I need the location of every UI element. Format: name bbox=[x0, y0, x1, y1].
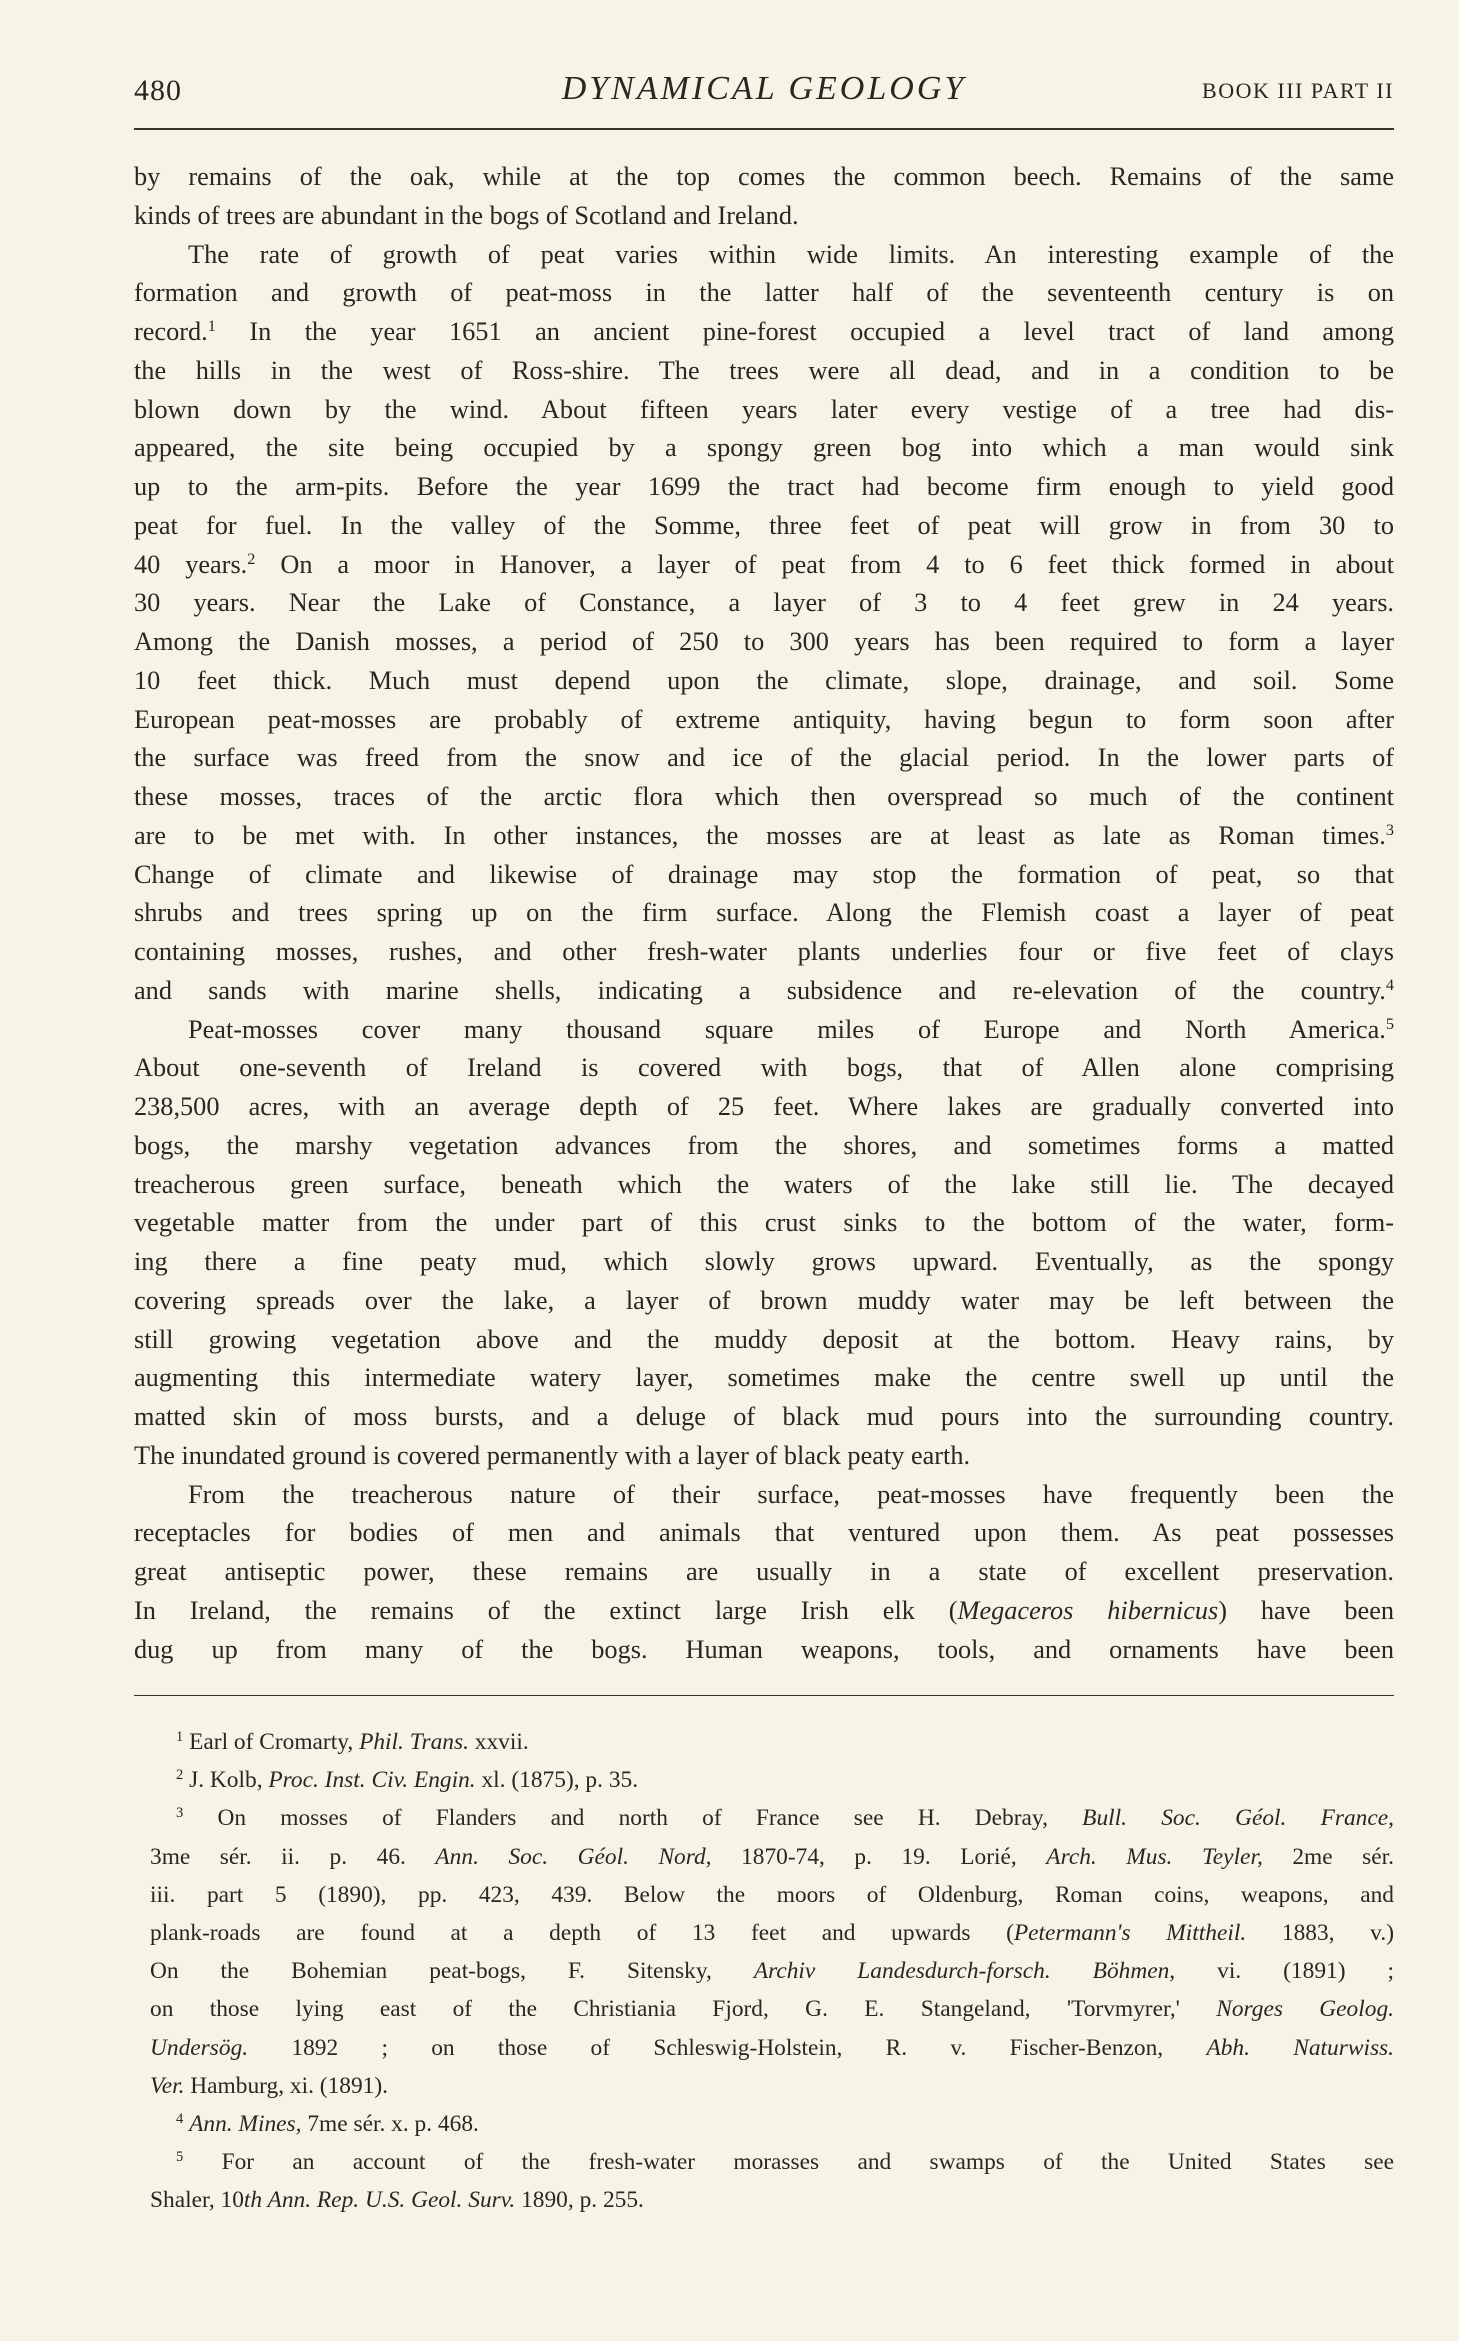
text-line: peat for fuel. In the valley of the Somme, three feet of peat will grow in from 30 to bbox=[134, 510, 1394, 540]
species-name: Megaceros hibernicus bbox=[957, 1595, 1219, 1625]
footnote-5-cont: Shaler, 10th Ann. Rep. U.S. Geol. Surv. 1890, p. 255. bbox=[150, 2187, 644, 2214]
text-line: treacherous green surface, beneath which the waters of the lake still lie. The decayed bbox=[134, 1169, 1394, 1199]
text-line: Change of climate and likewise of drainage may stop the formation of peat, so that bbox=[134, 859, 1394, 889]
text-line: matted skin of moss bursts, and a deluge of black mud pours into the surrounding country. bbox=[134, 1402, 1394, 1431]
footnote-marker: 5 bbox=[1385, 1013, 1394, 1033]
footnote-3-cont: Ver. Hamburg, xi. (1891). bbox=[150, 2072, 388, 2099]
footnote-3-cont: 3me sér. ii. p. 46. Ann. Soc. Géol. Nord, 1870-74, p. 19. Lorié, Arch. Mus. Teyler, 2me sér. bbox=[150, 1843, 1394, 1870]
text-line: shrubs and trees spring up on the firm surface. Along the Flemish coast a layer of peat bbox=[134, 898, 1394, 928]
text-line: are to be met with. In other instances, the mosses are at least as late as Roman times.$^3$ bbox=[134, 819, 1394, 850]
text-line: by remains of the oak, while at the top comes the common beech. Remains of the same bbox=[134, 162, 1394, 191]
text-line: record.$^1$ In the year 1651 an ancient pine-forest occupied a level tract of land among bbox=[134, 316, 1394, 346]
text-line: and sands with marine shells, indicating a subsidence and re-elevation of the country.$^4$ bbox=[134, 974, 1394, 1005]
page-number: 480 bbox=[134, 74, 182, 107]
footnote-rule bbox=[134, 1695, 1394, 1696]
text-line: dug up from many of the bogs. Human weapons, tools, and ornaments have been bbox=[134, 1634, 1394, 1664]
text-line: About one-seventh of Ireland is covered with bogs, that of Allen alone comprising bbox=[134, 1053, 1394, 1083]
text-line: 30 years. Near the Lake of Constance, a layer of 3 to 4 feet grew in 24 years. bbox=[134, 588, 1394, 618]
footnote-marker: 4 bbox=[1385, 974, 1394, 994]
footnotes bbox=[150, 1723, 1394, 2219]
footnote-3-cont: iii. part 5 (1890), pp. 423, 439. Below the moors of Oldenburg, Roman coins, weapons, and bbox=[150, 1881, 1394, 1908]
main-text bbox=[134, 158, 1394, 1669]
text-line: The inundated ground is covered permanently with a layer of black peaty earth. bbox=[134, 1440, 971, 1470]
text-line: vegetable matter from the under part of this crust sinks to the bottom of the water, form- bbox=[134, 1208, 1394, 1238]
text-line: Among the Danish mosses, a period of 250 to 300 years has been required to form a layer bbox=[134, 627, 1394, 656]
running-title: DYNAMICAL GEOLOGY bbox=[561, 70, 967, 107]
footnote-3-cont: On the Bohemian peat-bogs, F. Sitensky, Archiv Landesdurch-forsch. Böhmen, vi. (1891) ; bbox=[150, 1958, 1394, 1985]
text-line: appeared, the site being occupied by a spongy green bog into which a man would sink bbox=[134, 433, 1394, 463]
text-line: covering spreads over the lake, a layer of brown muddy water may be left between the bbox=[134, 1285, 1394, 1315]
text-line: blown down by the wind. About fifteen years later every vestige of a tree had dis- bbox=[134, 394, 1394, 424]
text-line: In Ireland, the remains of the extinct large Irish elk (Megaceros hibernicus) have been bbox=[134, 1595, 1395, 1625]
text-line: great antiseptic power, these remains are usually in a state of excellent preservation. bbox=[134, 1557, 1394, 1586]
footnote-4: $^4$ Ann. Mines, 7me sér. x. p. 468. bbox=[176, 2110, 479, 2137]
text-line: still growing vegetation above and the muddy deposit at the bottom. Heavy rains, by bbox=[134, 1324, 1394, 1354]
text-line: ing there a fine peaty mud, which slowly grows upward. Eventually, as the spongy bbox=[134, 1247, 1394, 1276]
footnote-1: $^1$ Earl of Cromarty, Phil. Trans. xxvii. bbox=[176, 1729, 529, 1755]
text-line: containing mosses, rushes, and other fresh-water plants underlies four or five feet of clays bbox=[134, 937, 1394, 966]
text-line: the surface was freed from the snow and ice of the glacial period. In the lower parts of bbox=[134, 743, 1394, 773]
header-rule bbox=[134, 128, 1394, 130]
text-line: Peat-mosses cover many thousand square miles of Europe and North America.$^5$ bbox=[188, 1013, 1394, 1044]
footnote-marker: 2 bbox=[247, 548, 256, 568]
book-part-label: BOOK III PART II bbox=[1202, 78, 1394, 103]
text-line: kinds of trees are abundant in the bogs of Scotland and Ireland. bbox=[134, 200, 799, 230]
footnote-3: $^3$ On mosses of Flanders and north of France see H. Debray, Bull. Soc. Géol. France, bbox=[176, 1805, 1394, 1832]
footnote-2: $^2$ J. Kolb, Proc. Inst. Civ. Engin. xl. (1875), p. 35. bbox=[176, 1767, 639, 1794]
text-line: these mosses, traces of the arctic flora which then overspread so much of the continent bbox=[134, 782, 1394, 811]
running-header bbox=[134, 66, 1394, 116]
footnote-marker: 1 bbox=[207, 316, 216, 336]
text-line: The rate of growth of peat varies within wide limits. An interesting example of the bbox=[188, 239, 1394, 269]
text-line: the hills in the west of Ross-shire. The trees were all dead, and in a condition to be bbox=[134, 355, 1394, 385]
text-line: 40 years.$^2$ On a moor in Hanover, a layer of peat from 4 to 6 feet thick formed in about bbox=[134, 548, 1395, 579]
text-line: 238,500 acres, with an average depth of 25 feet. Where lakes are gradually converted into bbox=[134, 1092, 1394, 1121]
footnote-3-cont: on those lying east of the Christiania Fjord, G. E. Stangeland, 'Torvmyrer,' Norges Geolog. bbox=[150, 1996, 1394, 2023]
footnote-3-cont: Undersög. 1892 ; on those of Schleswig-Holstein, R. v. Fischer-Benzon, Abh. Naturwiss. bbox=[150, 2034, 1395, 2061]
text-line: receptacles for bodies of men and animals that ventured upon them. As peat possesses bbox=[134, 1518, 1394, 1548]
text-line: augmenting this intermediate watery layer, sometimes make the centre swell up until the bbox=[134, 1363, 1394, 1393]
text-line: bogs, the marshy vegetation advances from the shores, and sometimes forms a matted bbox=[134, 1130, 1394, 1160]
footnote-marker: 3 bbox=[1385, 819, 1394, 839]
footnote-3-cont: plank-roads are found at a depth of 13 feet and upwards (Petermann's Mittheil. 1883, v.) bbox=[150, 1919, 1394, 1946]
text-line: European peat-mosses are probably of extreme antiquity, having begun to form soon after bbox=[134, 704, 1394, 734]
text-line: From the treacherous nature of their surface, peat-mosses have frequently been the bbox=[188, 1479, 1394, 1509]
text-line: 10 feet thick. Much must depend upon the climate, slope, drainage, and soil. Some bbox=[134, 665, 1394, 695]
footnote-5: $^5$ For an account of the fresh-water morasses and swamps of the United States see bbox=[176, 2149, 1394, 2176]
text-line: up to the arm-pits. Before the year 1699 the tract had become firm enough to yield good bbox=[134, 472, 1394, 501]
text-line: formation and growth of peat-moss in the latter half of the seventeenth century is on bbox=[134, 278, 1394, 308]
